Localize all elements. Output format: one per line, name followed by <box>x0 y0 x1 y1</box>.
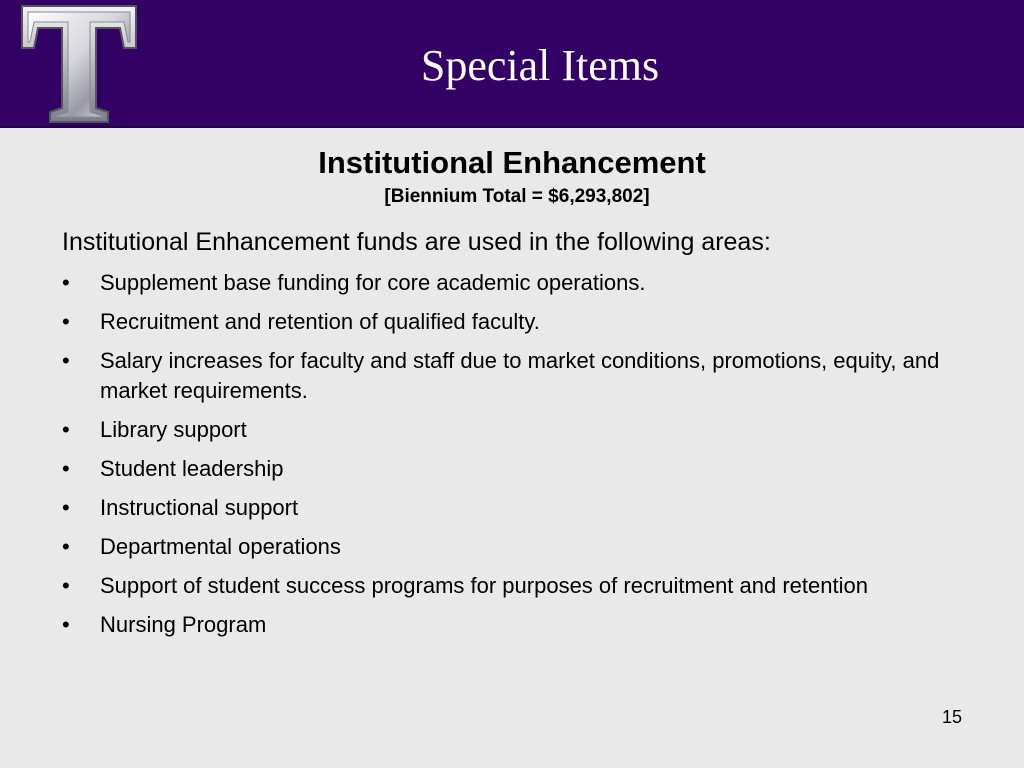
bullet-icon: • <box>62 612 70 637</box>
list-item <box>62 415 962 445</box>
funding-areas-list <box>62 268 962 649</box>
list-item-text: Library support <box>100 417 247 442</box>
list-item-text: Support of student success programs for purposes of recruitment and retention <box>100 573 868 598</box>
university-t-logo <box>20 4 138 124</box>
list-item <box>62 493 962 523</box>
list-item-text: Nursing Program <box>100 612 267 637</box>
bullet-icon: • <box>62 573 70 598</box>
list-item-text: Student leadership <box>100 456 284 481</box>
section-subtitle: Institutional Enhancement <box>318 145 706 180</box>
list-item <box>62 346 962 406</box>
page-number: 15 <box>941 707 962 727</box>
bullet-icon: • <box>62 417 70 442</box>
list-item <box>62 571 962 601</box>
list-item <box>62 307 962 337</box>
intro-text: Institutional Enhancement funds are used in the following areas: <box>62 228 771 256</box>
slide-header <box>0 0 1024 128</box>
list-item <box>62 610 962 640</box>
bullet-icon: • <box>62 534 70 559</box>
list-item <box>62 268 962 298</box>
bullet-icon: • <box>62 495 70 520</box>
biennium-total: [Biennium Total = $6,293,802] <box>384 186 650 207</box>
list-item-text: Instructional support <box>100 495 299 520</box>
bullet-icon: • <box>62 309 70 334</box>
bullet-icon: • <box>62 456 70 481</box>
list-item-text: Departmental operations <box>100 534 341 559</box>
list-item-text: Salary increases for faculty and staff due to market conditions, promotions, equity, and market requirements. <box>100 348 940 403</box>
list-item <box>62 454 962 484</box>
bullet-icon: • <box>62 270 70 295</box>
list-item <box>62 532 962 562</box>
list-item-text: Recruitment and retention of qualified faculty. <box>100 309 540 334</box>
list-item-text: Supplement base funding for core academic operations. <box>100 270 646 295</box>
bullet-icon: • <box>62 348 70 373</box>
slide-title: Special Items <box>420 41 660 90</box>
